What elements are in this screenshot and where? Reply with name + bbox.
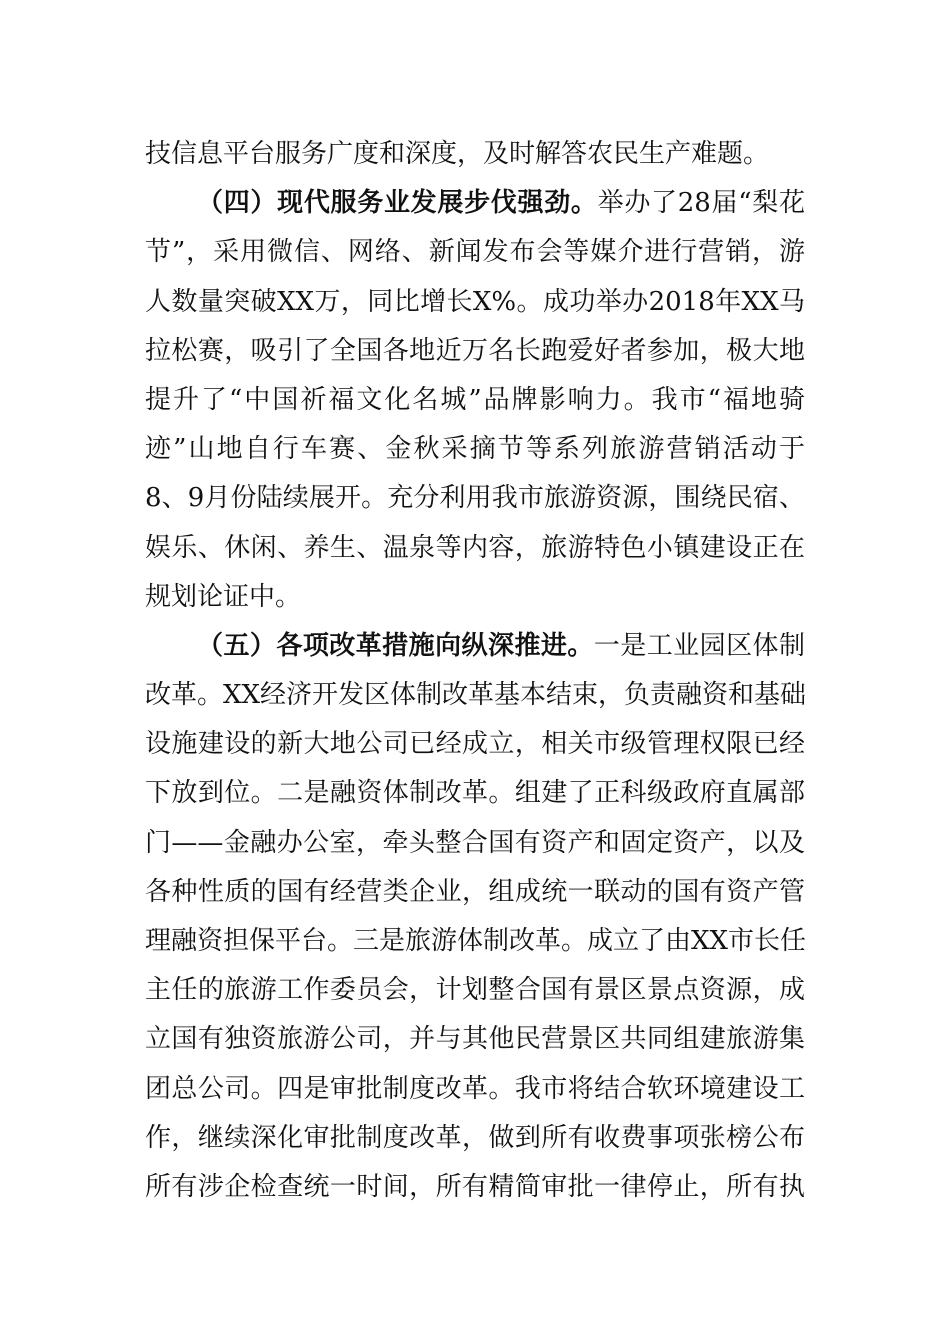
text-line-18: 主任的旅游工作委员会，计划整合国有景区景点资源，成 [145, 975, 805, 1006]
section-heading-4-continuation: 举办了28届“梨花 [597, 188, 805, 219]
text-line-14: 下放到位。二是融资体制改革。组建了正科级政府直属部 [145, 778, 805, 809]
text-line-7: 迹”山地自行车赛、金秋采摘节等系列旅游营销活动于 [145, 434, 805, 465]
text-line-8: 8、9月份陆续展开。充分利用我市旅游资源，围绕民宿、 [145, 483, 805, 514]
text-line-22: 所有涉企检查统一时间，所有精简审批一律停止，所有执 [145, 1171, 805, 1202]
document-page [145, 130, 805, 1212]
text-line-20: 团总公司。四是审批制度改革。我市将结合软环境建设工 [145, 1073, 805, 1104]
section-heading-4: （四）现代服务业发展步伐强劲。 [197, 188, 598, 219]
text-line-15: 门——金融办公室，牵头整合国有资产和固定资产，以及 [145, 827, 805, 858]
section-heading-line-5 [145, 622, 805, 671]
text-line-16: 各种性质的国有经营类企业，组成统一联动的国有资产管 [145, 876, 805, 907]
section-heading-line-4 [145, 179, 805, 228]
text-line-6: 提升了“中国祈福文化名城”品牌影响力。我市“福地骑 [145, 384, 805, 415]
text-line-19: 立国有独资旅游公司，并与其他民营景区共同组建旅游集 [145, 1024, 805, 1055]
text-line-3: 节”，采用微信、网络、新闻发布会等媒介进行营销，游 [145, 237, 805, 268]
text-line-21: 作，继续深化审批制度改革，做到所有收费事项张榜公布 [145, 1122, 805, 1153]
section-heading-5-continuation: 一是工业园区体制 [593, 630, 805, 661]
text-line-9: 娱乐、休闲、养生、温泉等内容，旅游特色小镇建设正在 [145, 532, 805, 563]
text-line-1: 技信息平台服务广度和深度，及时解答农民生产难题。 [145, 139, 770, 169]
text-line-4: 人数量突破XX万，同比增长X%。成功举办2018年XX马 [145, 286, 805, 317]
text-line-13: 设施建设的新大地公司已经成立，相关市级管理权限已经 [145, 729, 805, 760]
section-heading-5: （五）各项改革措施向纵深推进。 [197, 630, 594, 661]
text-line-5: 拉松赛，吸引了全国各地近万名长跑爱好者参加，极大地 [145, 335, 805, 366]
text-line-17: 理融资担保平台。三是旅游体制改革。成立了由XX市长任 [145, 926, 807, 956]
text-line-12: 改革。XX经济开发区体制改革基本结束，负责融资和基础 [145, 680, 807, 711]
text-line-10: 规划论证中。 [145, 581, 302, 612]
